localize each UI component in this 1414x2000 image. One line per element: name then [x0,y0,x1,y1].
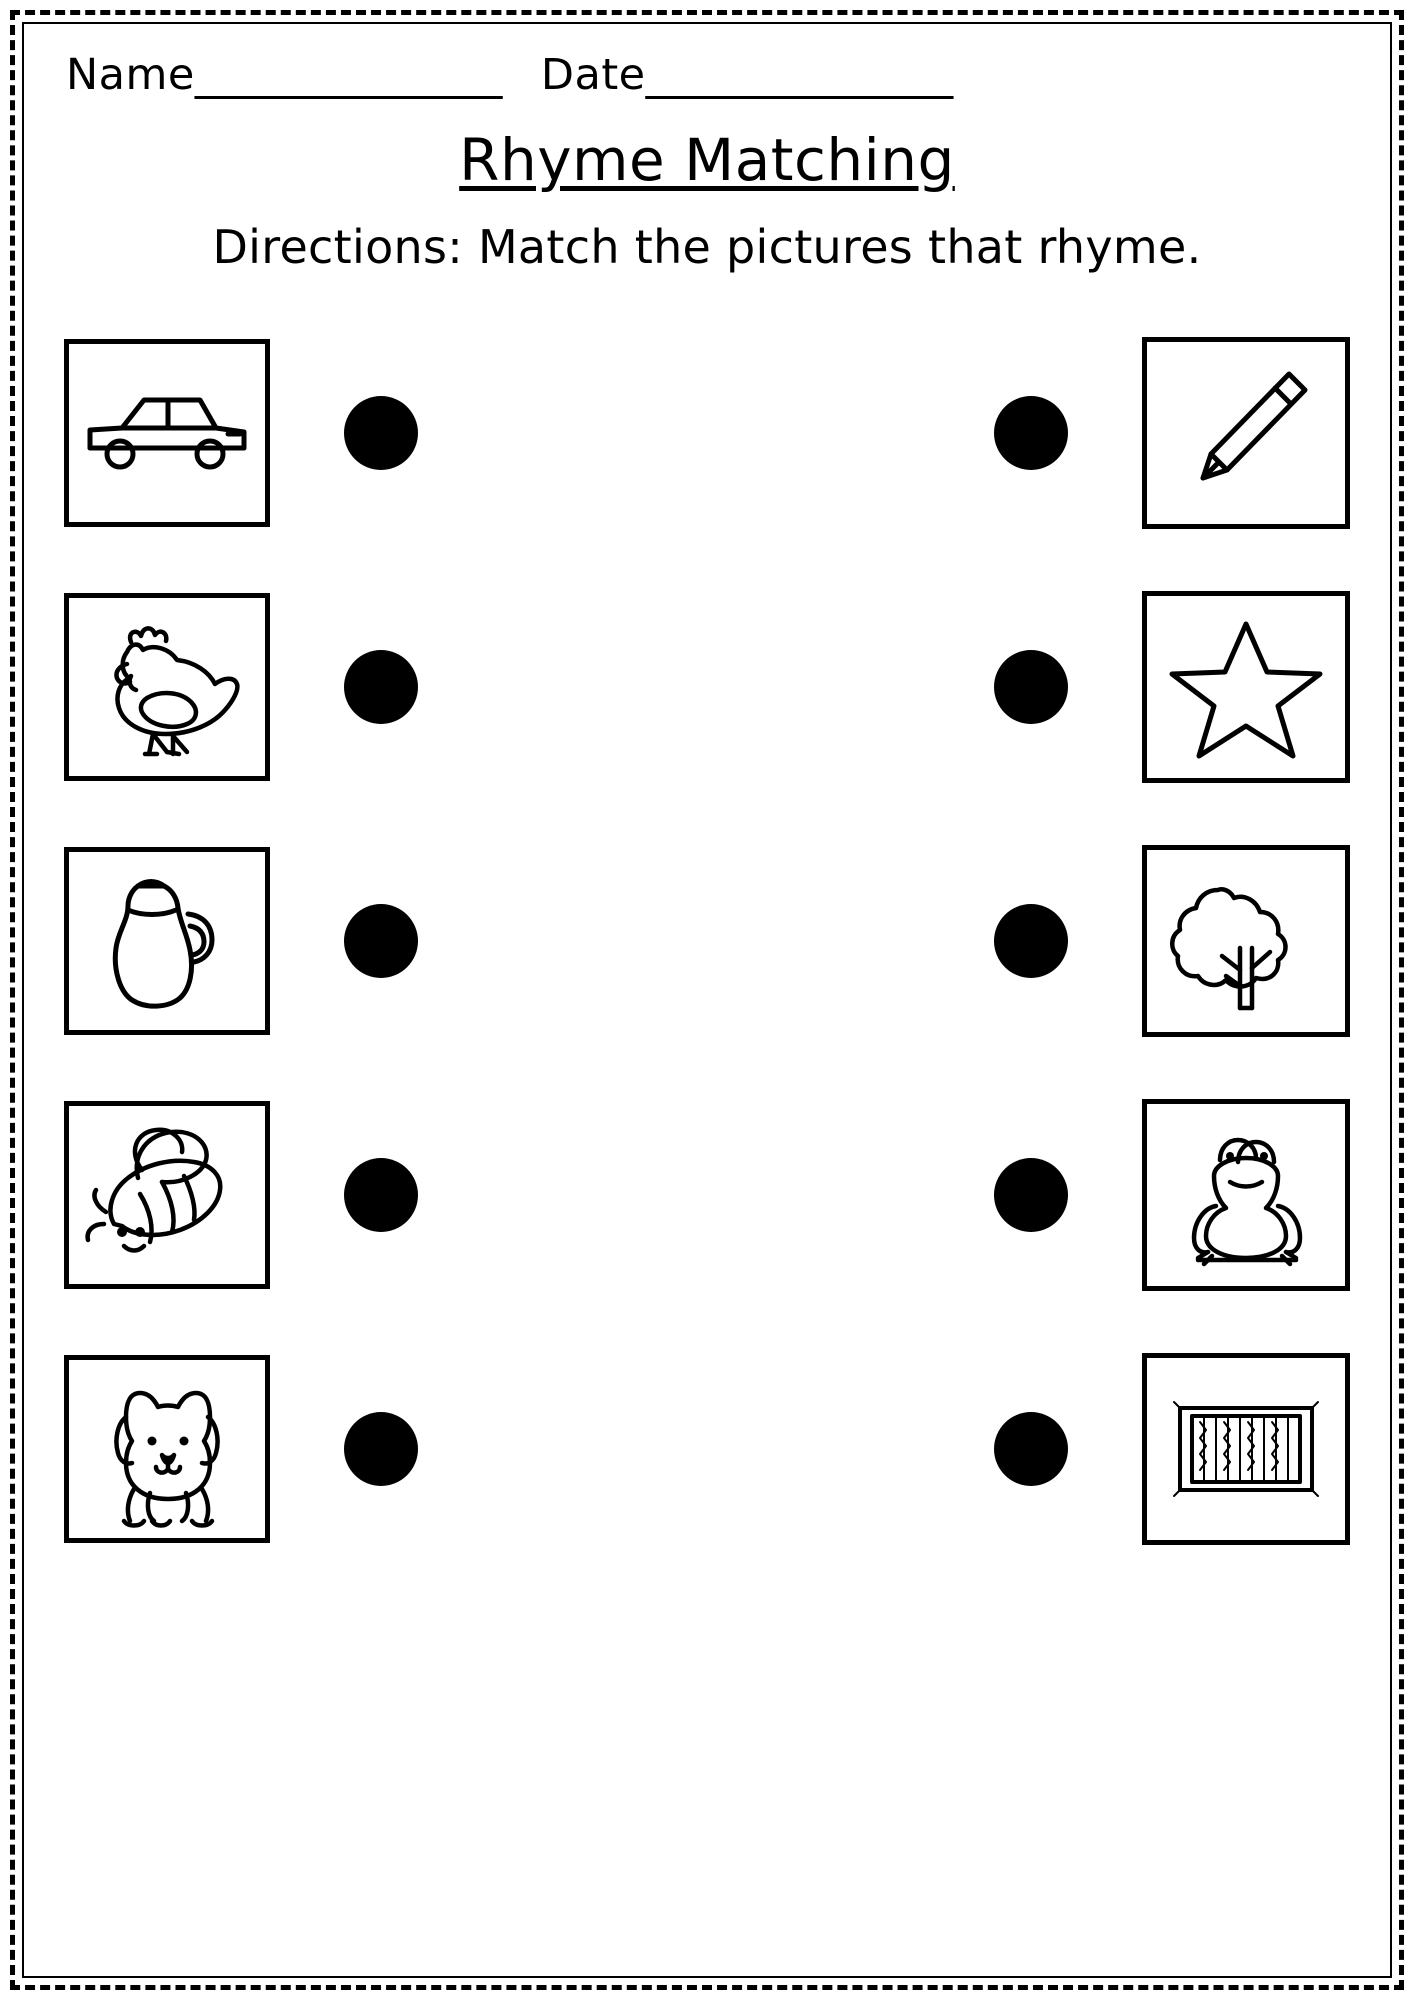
picture-box-star [1142,591,1350,783]
match-row [56,830,1358,1052]
page-title: Rhyme Matching [459,126,955,194]
name-field-label[interactable]: Name______________ [66,50,503,100]
star-icon [1166,612,1326,762]
match-dot-left[interactable] [344,396,418,470]
pencil-icon [1171,358,1321,508]
picture-box-hen [64,593,270,781]
match-row [56,1338,1358,1560]
match-dot-right[interactable] [994,650,1068,724]
picture-box-car [64,339,270,527]
match-row [56,322,1358,544]
match-row [56,1084,1358,1306]
name-date-row [66,50,1358,100]
rug-icon [1166,1394,1326,1504]
picture-box-tree [1142,845,1350,1037]
car-icon [82,378,252,488]
match-dot-right[interactable] [994,1158,1068,1232]
match-dot-right[interactable] [994,396,1068,470]
worksheet-content [56,50,1358,1560]
jug-icon [92,866,242,1016]
match-rows [56,322,1358,1560]
picture-box-pencil [1142,337,1350,529]
tree-icon [1166,864,1326,1019]
match-dot-right[interactable] [994,1412,1068,1486]
match-dot-left[interactable] [344,650,418,724]
picture-box-dog [64,1355,270,1543]
match-dot-left[interactable] [344,1412,418,1486]
hen-icon [87,612,247,762]
match-row [56,576,1358,798]
picture-box-bee [64,1101,270,1289]
bee-icon [82,1120,252,1270]
picture-box-frog [1142,1099,1350,1291]
match-dot-left[interactable] [344,1158,418,1232]
dog-icon [90,1369,245,1529]
match-dot-left[interactable] [344,904,418,978]
directions-text: Directions: Match the pictures that rhyme. [212,220,1202,274]
match-dot-right[interactable] [994,904,1068,978]
frog-icon [1164,1120,1329,1270]
picture-box-jug [64,847,270,1035]
picture-box-rug [1142,1353,1350,1545]
date-field-label[interactable]: Date______________ [540,50,954,100]
